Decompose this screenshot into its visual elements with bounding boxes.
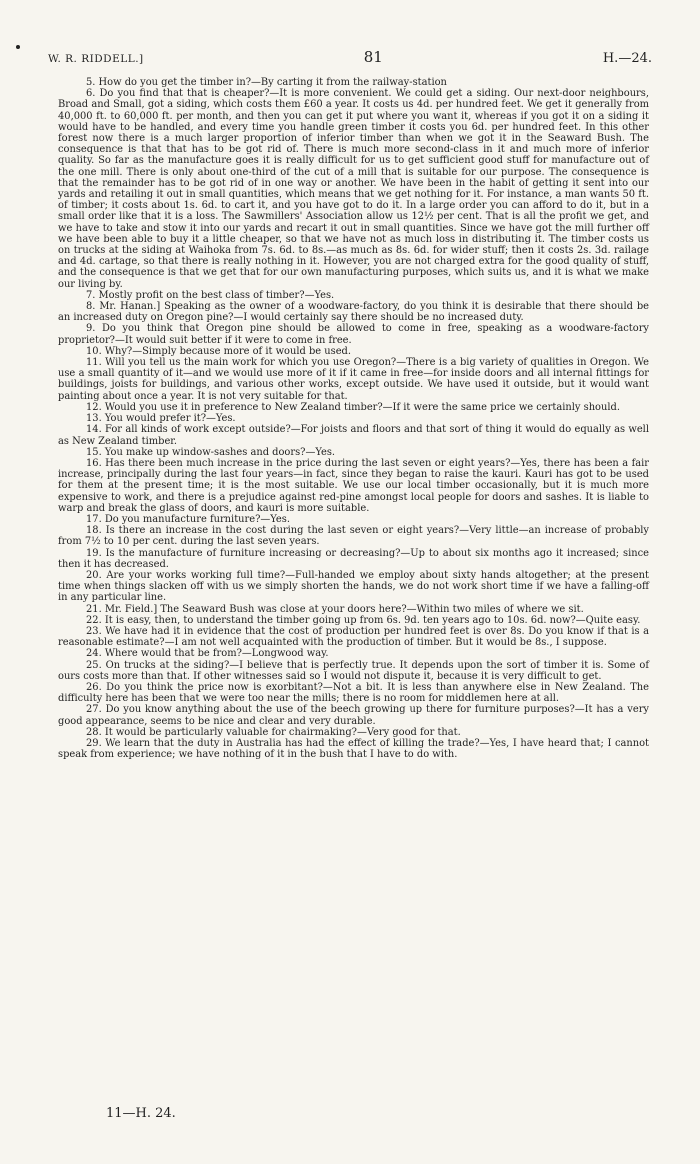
paragraph: 18. Is there an increase in the cost during the last seven or eight years?—Very little—an increase of probably from 7½ to 10 per cent. during the last seven years. bbox=[58, 525, 649, 548]
page-header bbox=[48, 48, 652, 66]
paragraph: 28. It would be particularly valuable for chairmaking?—Very good for that. bbox=[86, 726, 461, 738]
paragraph: 12. Would you use it in preference to New Zealand timber?—If it were the same price we certainly should. bbox=[86, 401, 620, 413]
running-head-left: W. R. RIDDELL.] bbox=[48, 53, 144, 65]
paragraph: 13. You would prefer it?—Yes. bbox=[86, 413, 236, 425]
paragraph: 6. Do you find that that is cheaper?—It is more convenient. We could get a siding. Our next-door neighbours, Broad and Small, got a siding, which costs them £60 a year. It costs us 4d. per hundred feet. We get it generally from 40,000 ft. to 60,000 ft. per month, and then you can get it put where you want it, whereas if you got it on a siding it would have to be handled, and every time you handle green timber it costs you 6d. per hundred feet. In this other forest now there is a much larger proportion of inferior timber than when we got it in the Seaward Bush. The consequence is that that has to be got rid of. There is much more second-class in it and much more of inferior quality. So far as the manufacture goes it is really difficult for us to get sufficient good stuff for manufacture out of the one mill. There is only about one-third of the cut of a mill that is suitable for our purpose. The consequence is that the remainder has to be got rid of in one way or another. We have been in the habit of getting it sent into our yards and retailing it out in small quantities, which means that we get nothing for it. For instance, a man wants 50 ft. of timber; it costs about 1s. 6d. to cart it, and you have got to do it. In a large order you can afford to do it, but in a small order like that it is a loss. The Sawmillers' Association allow us 12½ per cent. That is all the profit we get, and we have to take and stow it into our yards and recart it out in small quantities. Since we have got the mill further off we have been able to buy it a little cheaper, so that we have not as much loss in distributing it. The timber costs us on trucks at the siding at Waihoka from 7s. 6d. to 8s.—as much as 8s. 6d. for wider stuff; then it costs 2s. 3d. railage and 4d. cartage, so that there is really nothing in it. However, you are not charged extra for the good quality of stuff, and the consequence is that we get that for our own manufacturing purposes, which suits us, and it is what we make our living by. bbox=[58, 88, 649, 290]
page-number: 81 bbox=[363, 48, 383, 66]
paragraph: 27. Do you know anything about the use of the beech growing up there for furniture purposes?—It has a very good appearance, seems to be nice and clear and very durable. bbox=[58, 704, 649, 727]
paragraph: 16. Has there been much increase in the price during the last seven or eight years?—Yes, there has been a fair increase, principally during the last four years—in fact, since they began to raise the kauri. Kauri has got to be used for them at the present time; it is the most suitable. We use our local timber occasionally, but it is much more expensive to work, and there is a prejudice against red-pine amongst local people for doors and sashes. It is liable to warp and break the glass of doors, and kauri is more suitable. bbox=[58, 457, 649, 514]
paragraph: 20. Are your works working full time?—Full-handed we employ about sixty hands altogether; at the present time when things slacken off with us we simply shorten the hands, we do not work short time if we have a falling-off in any particular line. bbox=[58, 569, 649, 604]
paragraph: 24. Where would that be from?—Longwood way. bbox=[86, 648, 329, 660]
paragraph: 5. How do you get the timber in?—By carting it from the railway-station bbox=[86, 77, 447, 88]
evidence-body bbox=[58, 77, 649, 760]
paragraph: 7. Mostly profit on the best class of timber?—Yes. bbox=[86, 289, 335, 301]
paragraph: 19. Is the manufacture of furniture increasing or decreasing?—Up to about six months ago it increased; since then it has decreased. bbox=[58, 547, 649, 570]
paragraph: 15. You make up window-sashes and doors?—Yes. bbox=[86, 446, 336, 458]
paragraph: 26. Do you think the price now is exorbitant?—Not a bit. It is less than anywhere else in New Zealand. The difficulty here has been that we were too near the mills; there is no room for middlemen here at all. bbox=[58, 681, 649, 705]
paragraph: 29. We learn that the duty in Australia has had the effect of killing the trade?—Yes, I have heard that; I cannot speak from experience; we have nothing of it in the bush that I have to do with. bbox=[58, 737, 649, 761]
paragraph: 10. Why?—Simply because more of it would be used. bbox=[86, 345, 352, 357]
margin-dot bbox=[16, 45, 20, 49]
paragraph: 8. Mr. Hanan.] Speaking as the owner of a woodware-factory, do you think it is desirable that there should be an increased duty on Oregon pine?—I would certainly say there should be no increased duty. bbox=[58, 301, 649, 324]
paragraph: 21. Mr. Field.] The Seaward Bush was close at your doors here?—Within two miles of where we sit. bbox=[86, 603, 584, 615]
paragraph: 17. Do you manufacture furniture?—Yes. bbox=[86, 513, 290, 525]
document-code: H.—24. bbox=[602, 51, 652, 66]
signature-mark: 11—H. 24. bbox=[106, 1106, 176, 1121]
paragraph: 14. For all kinds of work except outside?—For joists and floors and that sort of thing it would do equally as well as New Zealand timber. bbox=[58, 424, 649, 447]
paragraph: 23. We have had it in evidence that the cost of production per hundred feet is over 8s. Do you know if that is a reasonable estimate?—I am not well acquainted with the production of timber. But it would be 8s., I suppose. bbox=[58, 625, 649, 649]
paragraph: 25. On trucks at the siding?—I believe that is perfectly true. It depends upon the sort of timber it is. Some of ours costs more than that. If other witnesses said so I would not dispute it, because it is very difficult to get. bbox=[58, 659, 649, 682]
paragraph: 11. Will you tell us the main work for which you use Oregon?—There is a big variety of qualities in Oregon. We use a small quantity of it—and we would use more of it if it came in free—for inside doors and all internal fittings for buildings, joists for buildings, and various other works, except outside. We have used it outside, but it would want painting about once a year. It is not very suitable for that. bbox=[58, 357, 649, 402]
paragraph: 22. It is easy, then, to understand the timber going up from 6s. 9d. ten years ago to 10s. 6d. now?—Quite easy. bbox=[86, 614, 641, 626]
paragraph: 9. Do you think that Oregon pine should be allowed to come in free, speaking as a woodware-factory proprietor?—It would suit better if it were to come in free. bbox=[58, 323, 649, 346]
